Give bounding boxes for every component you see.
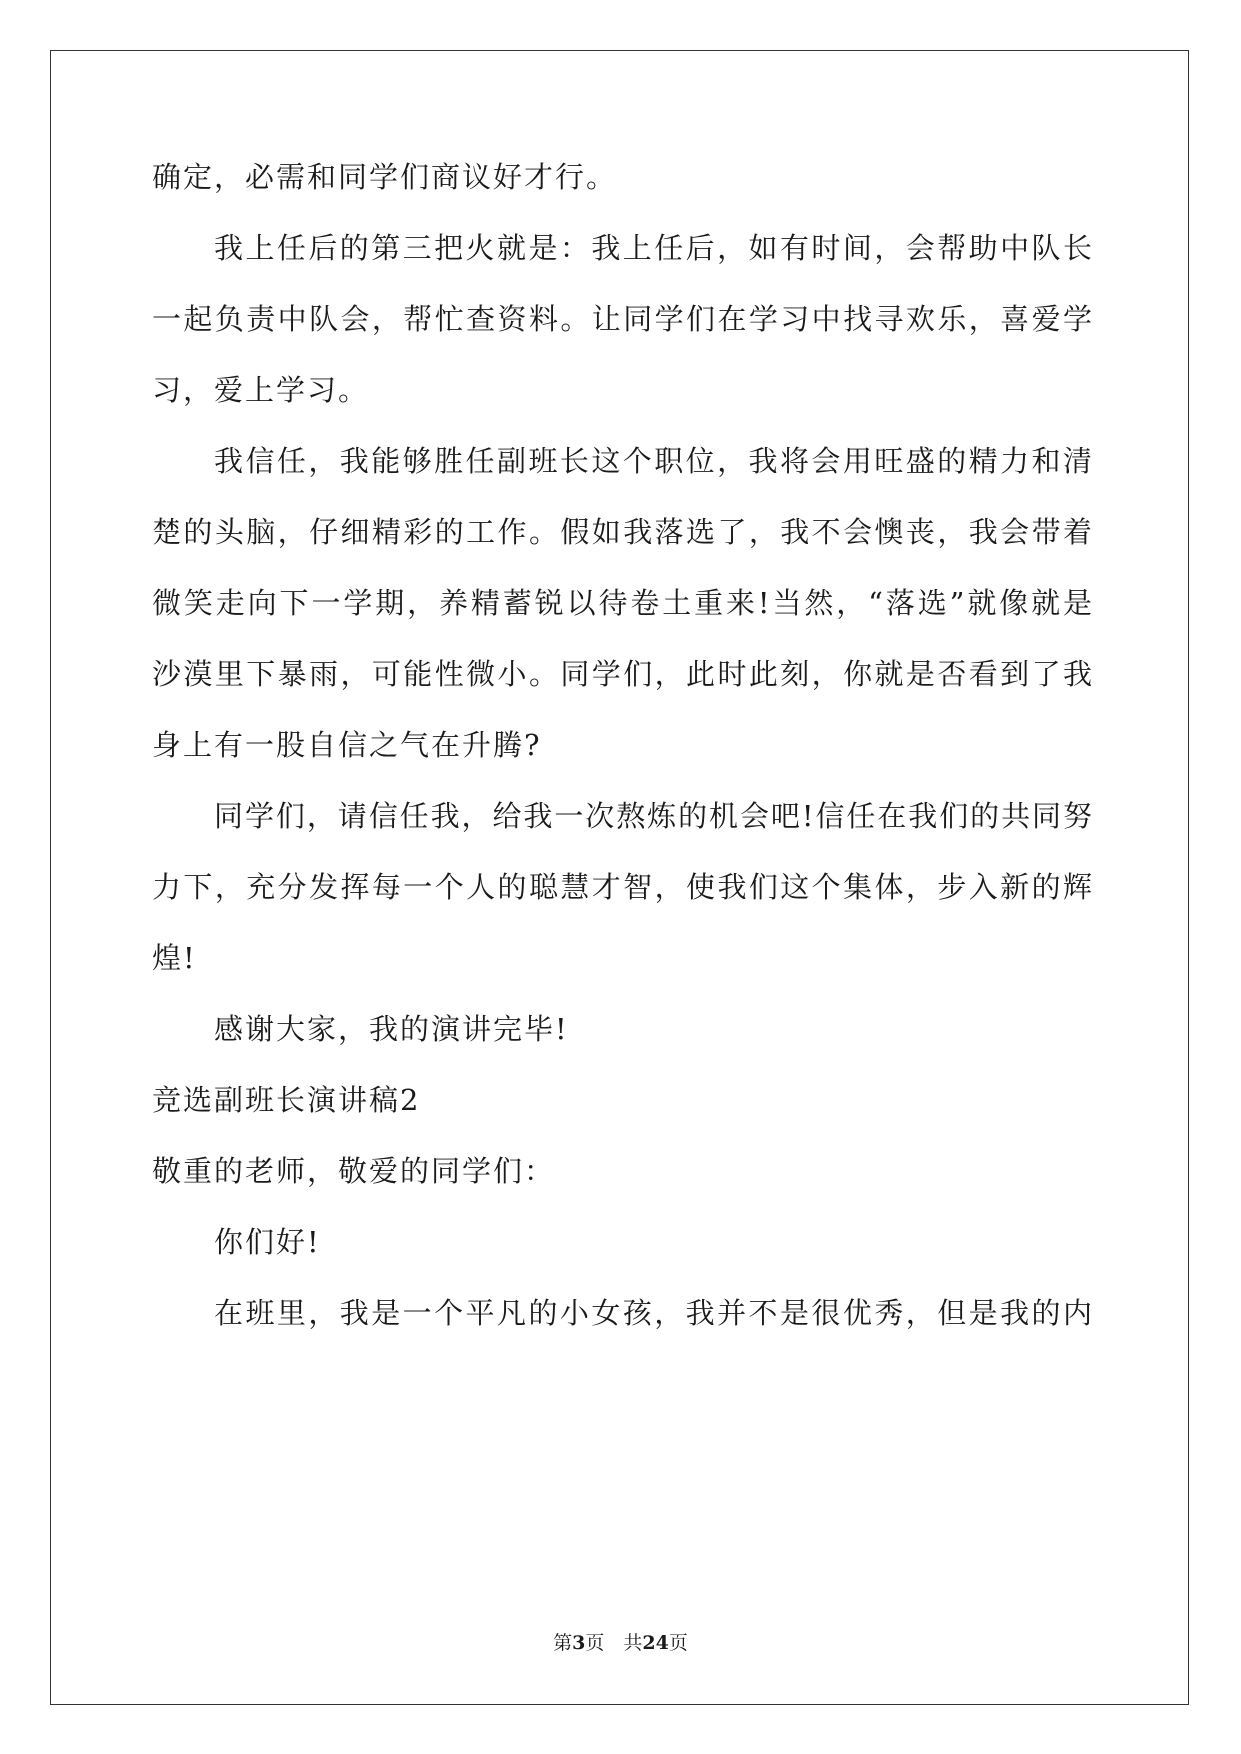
page-footer <box>0 1631 1241 1655</box>
footer-suffix: 页 <box>668 1632 688 1654</box>
text-line: 习，爱上学习。 <box>152 373 370 407</box>
footer-mid: 页 共 <box>585 1632 643 1654</box>
footer-total-pages: 24 <box>642 1632 669 1654</box>
text-line: 力下，充分发挥每一个人的聪慧才智，使我们这个集体，步入新的辉 <box>152 870 1092 904</box>
greeting: 你们好! <box>214 1225 321 1259</box>
paragraph-line: 我上任后的第三把火就是：我上任后，如有时间，会帮助中队长 <box>214 231 1092 265</box>
footer-prefix: 第 <box>553 1632 573 1654</box>
text-line: 沙漠里下暴雨，可能性微小。同学们，此时此刻，你就是否看到了我 <box>152 657 1092 691</box>
paragraph-line: 我信任，我能够胜任副班长这个职位，我将会用旺盛的精力和清 <box>214 444 1092 478</box>
text-line: 一起负责中队会，帮忙查资料。让同学们在学习中找寻欢乐，喜爱学 <box>152 302 1092 336</box>
text-line: 楚的头脑，仔细精彩的工作。假如我落选了，我不会懊丧，我会带着 <box>152 515 1092 549</box>
section-title: 竞选副班长演讲稿2 <box>152 1083 421 1117</box>
text-line: 确定，必需和同学们商议好才行。 <box>152 160 618 194</box>
footer-page-number: 3 <box>572 1632 586 1654</box>
paragraph-line: 感谢大家，我的演讲完毕! <box>214 1012 569 1046</box>
salutation: 敬重的老师，敬爱的同学们： <box>152 1154 556 1188</box>
text-line: 身上有一股自信之气在升腾? <box>152 728 542 762</box>
paragraph-line: 在班里，我是一个平凡的小女孩，我并不是很优秀，但是我的内 <box>214 1296 1092 1330</box>
text-line: 煌! <box>152 941 197 975</box>
text-line: 微笑走向下一学期，养精蓄锐以待卷土重来!当然，“落选”就像就是 <box>152 586 1092 620</box>
paragraph-line: 同学们，请信任我，给我一次熬炼的机会吧!信任在我们的共同努 <box>214 799 1092 833</box>
